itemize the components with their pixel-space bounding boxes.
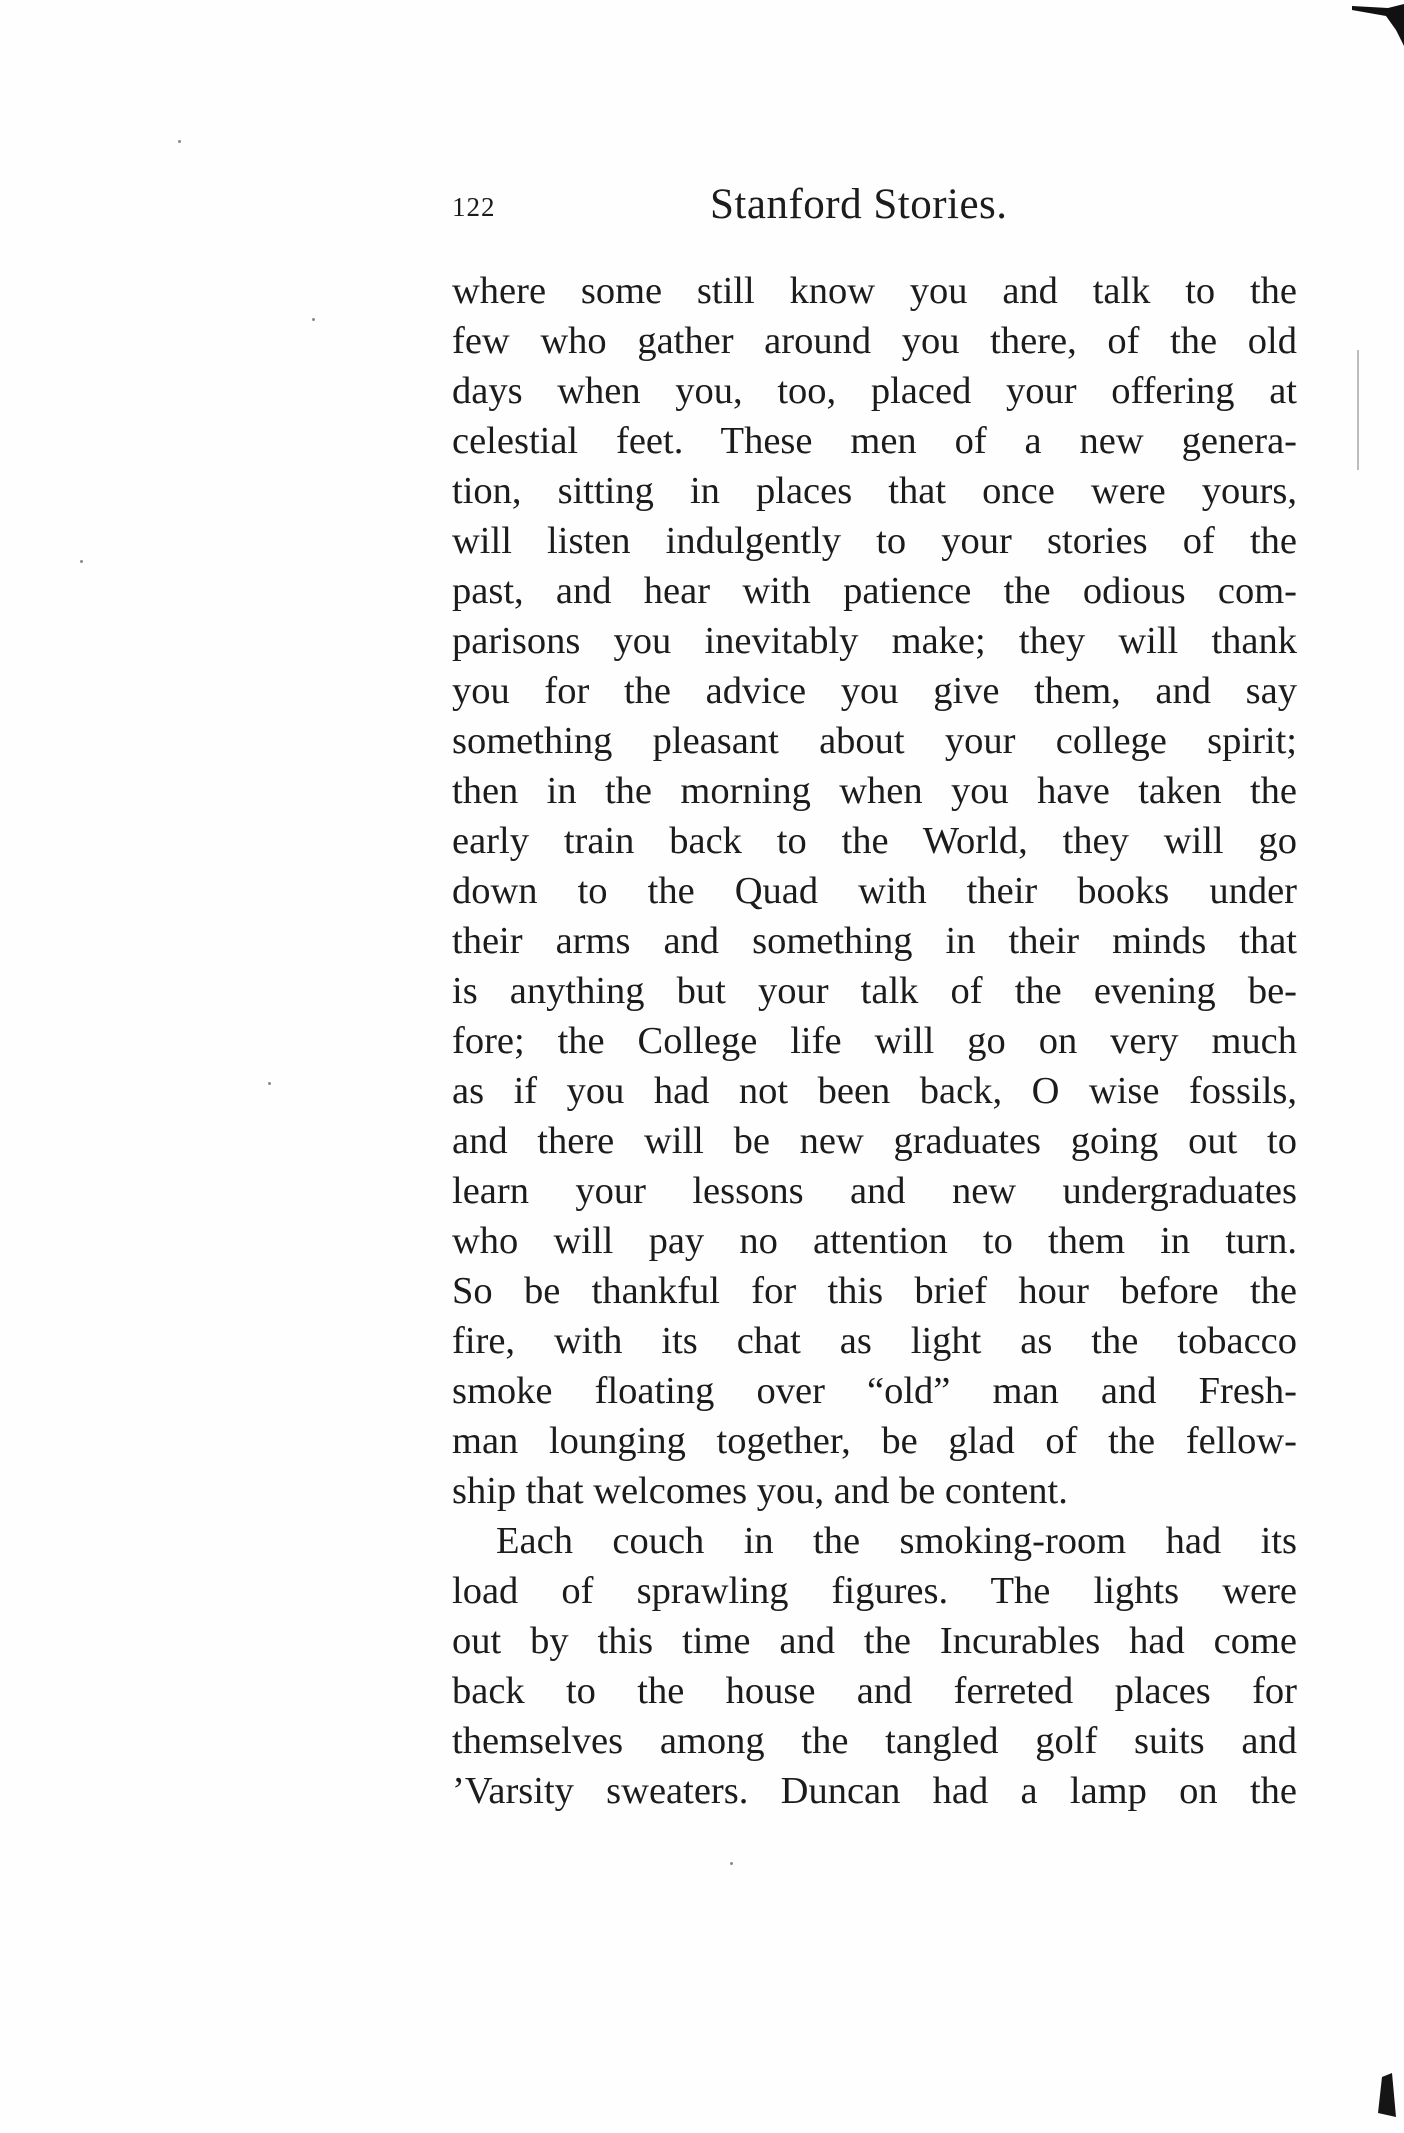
text-line: parisons you inevitably make; they will thank — [452, 620, 1297, 662]
paragraph — [452, 1516, 1297, 1816]
text-line: down to the Quad with their books under — [452, 870, 1297, 912]
scan-edge-mark — [1378, 2073, 1396, 2117]
text-line: and there will be new graduates going out to — [452, 1120, 1297, 1162]
scan-speck — [730, 1862, 733, 1865]
page-number: 122 — [452, 192, 496, 222]
text-line: will listen indulgently to your stories of the — [452, 520, 1297, 562]
text-line: ship that welcomes you, and be content. — [452, 1470, 1068, 1512]
text-line: where some still know you and talk to the — [452, 270, 1297, 312]
text-line: man lounging together, be glad of the fellow- — [452, 1420, 1297, 1462]
text-line: out by this time and the Incurables had come — [452, 1620, 1297, 1662]
text-line: celestial feet. These men of a new genera- — [452, 420, 1297, 462]
text-line: fire, with its chat as light as the tobacco — [452, 1320, 1297, 1362]
text-line: is anything but your talk of the evening be- — [452, 970, 1297, 1012]
scan-speck — [312, 318, 315, 321]
scan-speck — [178, 140, 181, 143]
text-line: fore; the College life will go on very much — [452, 1020, 1297, 1062]
text-line: then in the morning when you have taken the — [452, 770, 1297, 812]
text-line: So be thankful for this brief hour before the — [452, 1270, 1297, 1312]
text-line: learn your lessons and new undergraduates — [452, 1170, 1297, 1212]
body-text — [452, 266, 1297, 1816]
text-line: smoke floating over “old” man and Fresh- — [452, 1370, 1297, 1412]
text-line: past, and hear with patience the odious com- — [452, 570, 1297, 612]
text-line: ’Varsity sweaters. Duncan had a lamp on the — [452, 1770, 1297, 1812]
text-line: days when you, too, placed your offering at — [452, 370, 1297, 412]
text-line: back to the house and ferreted places for — [452, 1670, 1297, 1712]
text-line: as if you had not been back, O wise fossils, — [452, 1070, 1297, 1112]
scan-speck — [268, 1082, 271, 1085]
paragraph — [452, 266, 1297, 1516]
text-line: few who gather around you there, of the old — [452, 320, 1297, 362]
text-line: early train back to the World, they will go — [452, 820, 1297, 862]
text-line: load of sprawling figures. The lights were — [452, 1570, 1297, 1612]
text-line: who will pay no attention to them in turn. — [452, 1220, 1297, 1262]
scan-corner-mark — [1352, 0, 1404, 46]
scan-speck — [80, 560, 83, 563]
text-line: their arms and something in their minds that — [452, 920, 1297, 962]
running-title: Stanford Stories. — [710, 181, 1008, 228]
text-line: tion, sitting in places that once were yours, — [452, 470, 1297, 512]
text-line: Each couch in the smoking-room had its — [496, 1520, 1297, 1562]
text-line: you for the advice you give them, and say — [452, 670, 1297, 712]
scan-edge-line — [1357, 350, 1359, 470]
text-line: themselves among the tangled golf suits and — [452, 1720, 1297, 1762]
text-line: something pleasant about your college spirit; — [452, 720, 1297, 762]
running-header — [452, 180, 1297, 250]
